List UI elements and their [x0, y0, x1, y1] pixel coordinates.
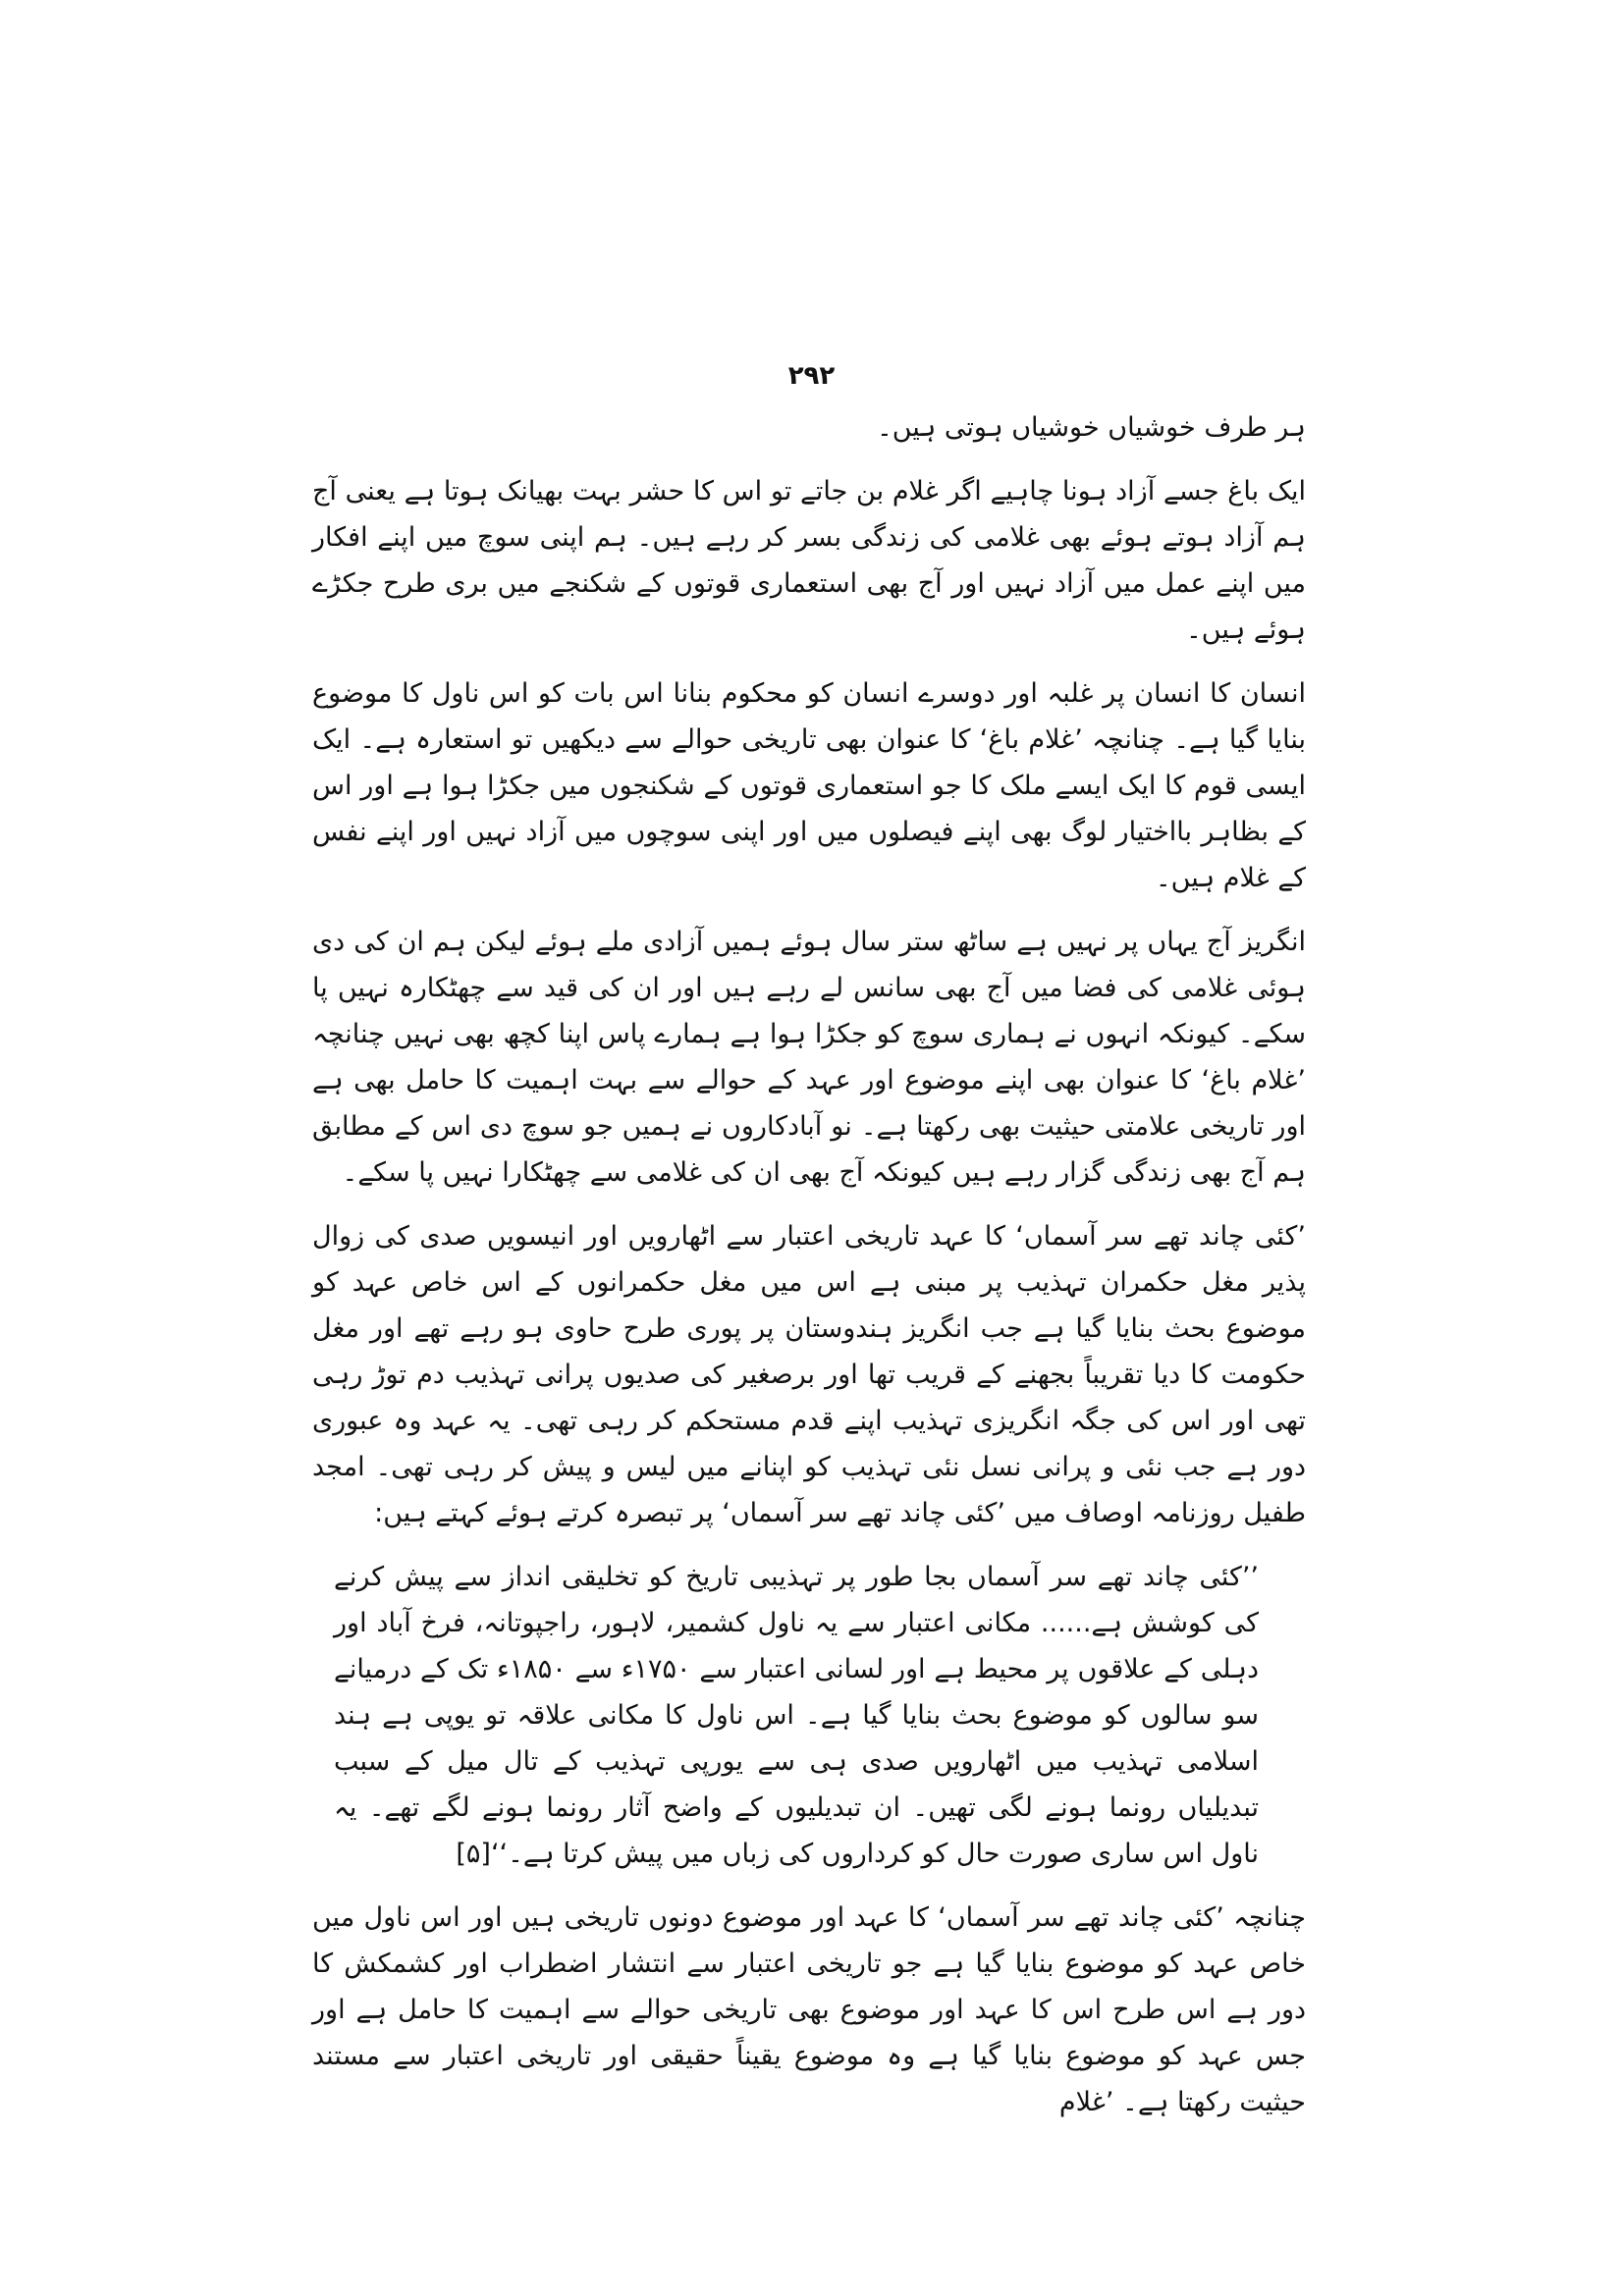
paragraph-4: انگریز آج یہاں پر نہیں ہے ساٹھ ستر سال ہوئے ہمیں آزادی ملے ہوئے لیکن ہم ان کی دی ہوئی غلامی کی فضا میں آج بھی سانس لے رہے ہیں اور ان کی قید سے چھٹکارہ نہیں پا سکے۔ کیونکہ انہوں نے ہماری سوچ کو جکڑا ہوا ہے ہمارے پاس اپنا کچھ بھی نہیں چنانچہ ’غلام باغ‘ کا عنوان بھی اپنے موضوع اور عہد کے حوالے سے بہت اہمیت کا حامل بھی ہے اور تاریخی علامتی حیثیت بھی رکھتا ہے۔ نو آبادکاروں نے ہمیں جو سوچ دی اس کے مطابق ہم آج بھی زندگی گزار رہے ہیں کیونکہ آج بھی ان کی غلامی سے چھٹکارا نہیں پا سکے۔ — [312, 927, 1306, 1188]
block-quote: ’’کئی چاند تھے سر آسماں بجا طور پر تہذیبی تاریخ کو تخلیقی انداز سے پیش کرنے کی کوشش ہے...... مکانی اعتبار سے یہ ناول کشمیر، لاہور، راجپوتانہ، فرخ آباد اور دہلی کے علاقوں پر محیط ہے اور لسانی اعتبار سے ۱۷۵۰ء سے ۱۸۵۰ء تک کے درمیانے سو سالوں کو موضوع بحث بنایا گیا ہے۔ اس ناول کا مکانی علاقہ تو یوپی ہے ہند اسلامی تہذیب میں اٹھارویں صدی ہی سے یورپی تہذیب کے تال میل کے سبب تبدیلیاں رونما ہونے لگی تھیں۔ ان تبدیلیوں کے واضح آثار رونما ہونے لگے تھے۔ یہ ناول اس ساری صورت حال کو کرداروں کی زباں میں پیش کرتا ہے۔‘‘[۵] — [334, 1562, 1259, 1869]
paragraph-5: ’کئی چاند تھے سر آسماں‘ کا عہد تاریخی اعتبار سے اٹھارویں اور انیسویں صدی کی زوال پذیر مغل حکمران تہذیب پر مبنی ہے اس میں مغل حکمرانوں کے اس خاص عہد کو موضوع بحث بنایا گیا ہے جب انگریز ہندوستان پر پوری طرح حاوی ہو رہے تھے اور مغل حکومت کا دیا تقریباً بجھنے کے قریب تھا اور برصغیر کی صدیوں پرانی تہذیب دم توڑ رہی تھی اور اس کی جگہ انگریزی تہذیب اپنے قدم مستحکم کر رہی تھی۔ یہ عہد وہ عبوری دور ہے جب نئی و پرانی نسل نئی تہذیب کو اپنانے میں لیس و پیش کر رہی تھی۔ امجد طفیل روزنامہ اوصاف میں ’کئی چاند تھے سر آسماں‘ پر تبصرہ کرتے ہوئے کہتے ہیں: — [312, 1221, 1306, 1528]
paragraph-2: ایک باغ جسے آزاد ہونا چاہیے اگر غلام بن جاتے تو اس کا حشر بہت بھیانک ہوتا ہے یعنی آج ہم آزاد ہوتے ہوئے بھی غلامی کی زندگی بسر کر رہے ہیں۔ ہم اپنی سوچ میں اپنے افکار میں اپنے عمل میں آزاد نہیں اور آج بھی استعماری قوتوں کے شکنجے میں بری طرح جکڑے ہوئے ہیں۔ — [312, 476, 1306, 645]
paragraph-3: انسان کا انسان پر غلبہ اور دوسرے انسان کو محکوم بنانا اس بات کو اس ناول کا موضوع بنایا گیا ہے۔ چنانچہ ’غلام باغ‘ کا عنوان بھی تاریخی حوالے سے دیکھیں تو استعارہ ہے۔ ایک ایسی قوم کا ایک ایسے ملک کا جو استعماری قوتوں کے شکنجوں میں جکڑا ہوا ہے اور اس کے بظاہر بااختیار لوگ بھی اپنے فیصلوں میں اور اپنی سوچوں میں آزاد نہیں اور اپنے نفس کے غلام ہیں۔ — [312, 678, 1306, 893]
closing-paragraph: چنانچہ ’کئی چاند تھے سر آسماں‘ کا عہد اور موضوع دونوں تاریخی ہیں اور اس ناول میں خاص عہد کو موضوع بنایا گیا ہے جو تاریخی اعتبار سے انتشار اضطراب اور کشمکش کا دور ہے اس طرح اس کا عہد اور موضوع بھی تاریخی حوالے سے اہمیت کا حامل ہے اور جس عہد کو موضوع بنایا گیا ہے وہ موضوع یقیناً حقیقی اور تاریخی اعتبار سے مستند حیثیت رکھتا ہے۔ ’غلام — [312, 1902, 1306, 2117]
page-body — [312, 404, 1306, 2143]
page-number: ۲۹۲ — [787, 361, 836, 391]
paragraph-1: ہر طرف خوشیاں خوشیاں ہوتی ہیں۔ — [876, 412, 1306, 443]
